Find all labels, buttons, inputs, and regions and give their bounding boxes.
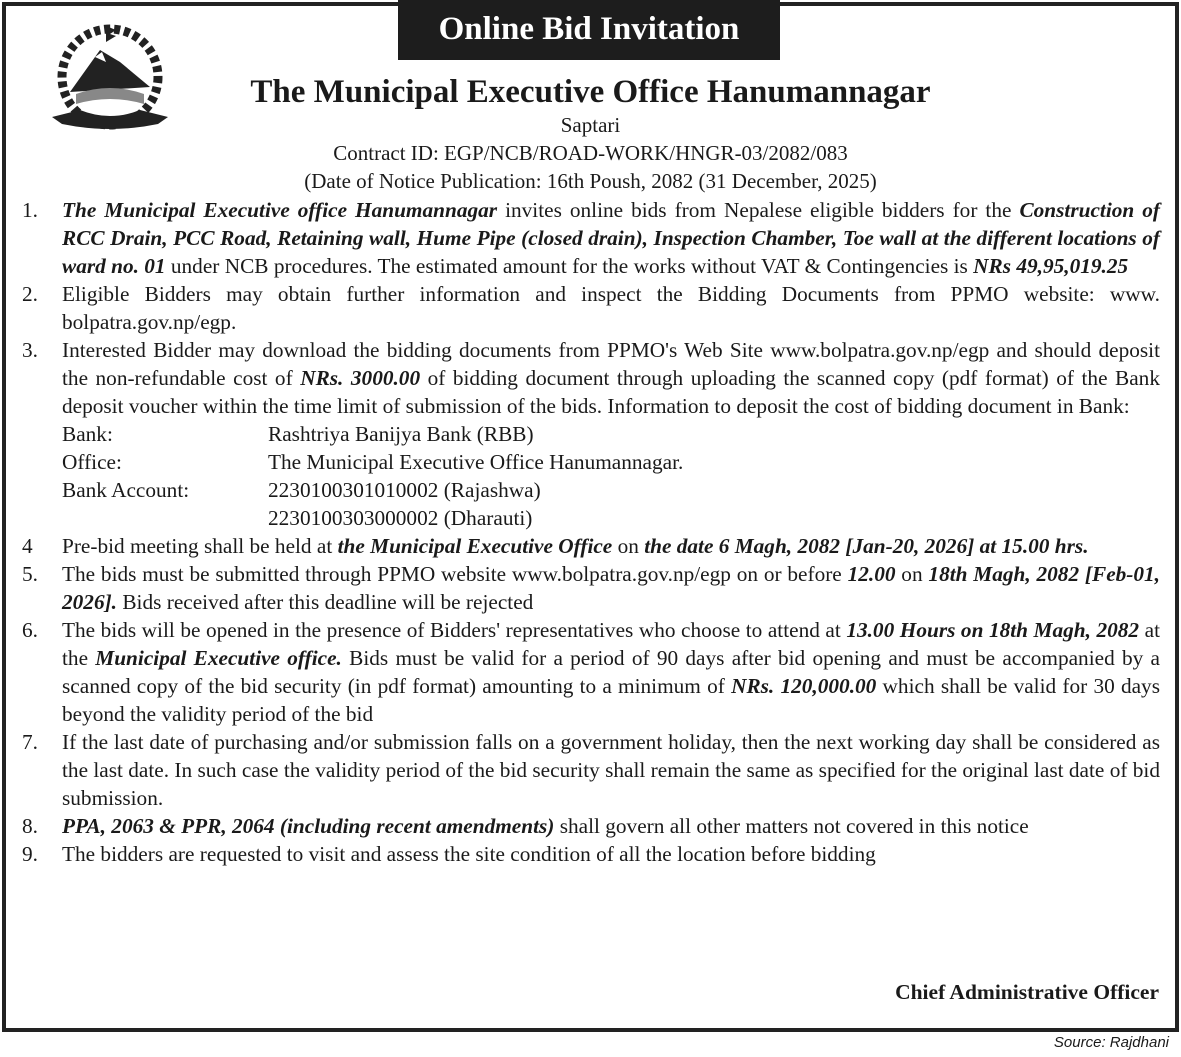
publication-date: (Date of Notice Publication: 16th Poush, 2082 (31 December, 2025)	[304, 169, 877, 193]
bank-label: Bank Account:	[62, 478, 190, 502]
banner-heading: Online Bid Invitation	[398, 0, 780, 60]
office-title: The Municipal Executive Office Hanumannagar	[250, 74, 931, 110]
body-text: Bids must be valid for a period of 90 days after bid opening and must be accompanied by a scanned copy of the bid security (in pdf format) amounting to a minimum of	[62, 646, 1160, 698]
item-text	[62, 728, 1160, 812]
emphasis-text: Municipal Executive office.	[95, 646, 342, 670]
bank-label	[62, 504, 268, 532]
body-text: at the	[62, 618, 1160, 670]
item-text	[62, 336, 1160, 532]
item-text	[62, 196, 1160, 280]
item-text	[62, 812, 1160, 840]
body-text: If the last date of purchasing and/or submission falls on a government holiday, then the next working day shall be considered as the last date. In such case the validity period of the bid security shall remain the same as specified for the original last date of bid submission.	[62, 730, 1160, 810]
emphasis-text: NRs. 120,000.00	[731, 674, 877, 698]
emphasis-text: PPA, 2063 & PPR, 2064 (including recent amendments)	[62, 814, 555, 838]
emphasis-text: 13.00 Hours on 18th Magh, 2082	[846, 618, 1140, 642]
emphasis-text: The Municipal Executive office Hanumannagar	[62, 198, 498, 222]
body-text: of bidding document through uploading the scanned copy (pdf format) of the Bank deposit voucher within the time limit of submission of the bids. Information to deposit the cost of bidding document in Bank:	[62, 366, 1160, 418]
body-text: The bids will be opened in the presence of Bidders' representatives who choose to attend at	[62, 618, 847, 642]
body-text: on	[895, 562, 929, 586]
emphasis-text: NRs. 3000.00	[300, 366, 421, 390]
item-text	[62, 280, 1160, 336]
body-text: shall govern all other matters not covered in this notice	[554, 814, 1029, 838]
body-text: which shall be valid for 30 days beyond the validity period of the bid	[62, 674, 1160, 726]
district: Saptari	[560, 113, 621, 137]
item-number: 1.	[22, 198, 38, 222]
body-text: invites online bids from Nepalese eligible bidders for the	[497, 198, 1020, 222]
list-item	[22, 728, 1160, 812]
source-credit: Source: Rajdhani	[1053, 1034, 1169, 1051]
emphasis-text: Construction of RCC Drain, PCC Road, Retaining wall, Hume Pipe (closed drain), Inspection Chamber, Toe wall at the different locations of ward no. 01	[62, 198, 1160, 278]
list-item	[22, 196, 1160, 280]
item-number: 2.	[22, 282, 38, 306]
item-text	[62, 840, 1160, 868]
bank-label: Bank:	[62, 422, 113, 446]
bank-value: The Municipal Executive Office Hanumannagar.	[268, 450, 684, 474]
list-item	[22, 532, 1160, 560]
body-text: Bids received after this deadline will be rejected	[117, 590, 534, 614]
emphasis-text: 18th Magh, 2082 [Feb-01, 2026].	[62, 562, 1161, 614]
bank-label: Office:	[62, 450, 122, 474]
item-number: 3.	[22, 338, 38, 362]
bank-value: 2230100301010002 (Rajashwa)	[268, 478, 541, 502]
list-item	[22, 280, 1160, 336]
emphasis-text: the Municipal Executive Office	[337, 534, 613, 558]
body-text: Pre-bid meeting shall be held at	[62, 534, 338, 558]
emphasis-text: NRs 49,95,019.25	[973, 254, 1129, 278]
bank-value: 2230100303000002 (Dharauti)	[268, 506, 533, 530]
contract-id: Contract ID: EGP/NCB/ROAD-WORK/HNGR-03/2082/083	[333, 141, 848, 165]
bank-value: Rashtriya Banijya Bank (RBB)	[268, 422, 534, 446]
list-item	[22, 560, 1160, 616]
body-text: under NCB procedures. The estimated amount for the works without VAT & Contingencies is	[165, 254, 974, 278]
list-item	[22, 812, 1160, 840]
bank-details	[62, 420, 1160, 532]
item-number: 7.	[22, 730, 38, 754]
item-text	[62, 532, 1160, 560]
signature: Chief Administrative Officer	[895, 980, 1159, 1004]
item-number: 4	[22, 534, 33, 558]
body-text: The bids must be submitted through PPMO website www.bolpatra.gov.np/egp on or before	[62, 562, 848, 586]
body-text: The bidders are requested to visit and assess the site condition of all the location before bidding	[62, 842, 876, 866]
item-number: 6.	[22, 618, 38, 642]
list-item	[22, 840, 1160, 868]
item-number: 5.	[22, 562, 38, 586]
item-text	[62, 560, 1160, 616]
body-text: Interested Bidder may download the bidding documents from PPMO's Web Site www.bolpatra.gov.np/egp and should deposit the non-refundable cost of	[62, 338, 1160, 390]
item-text	[62, 616, 1160, 728]
emphasis-text: the date 6 Magh, 2082 [Jan-20, 2026] at 15.00 hrs.	[644, 534, 1089, 558]
item-number: 8.	[22, 814, 38, 838]
item-number: 9.	[22, 842, 38, 866]
body-text: on	[612, 534, 645, 558]
notice-items	[22, 196, 1160, 868]
list-item	[22, 616, 1160, 728]
body-text: Eligible Bidders may obtain further information and inspect the Bidding Documents from PPMO website: www. bolpatra.gov.np/egp.	[62, 282, 1160, 334]
emphasis-text: 12.00	[847, 562, 896, 586]
list-item	[22, 336, 1160, 532]
